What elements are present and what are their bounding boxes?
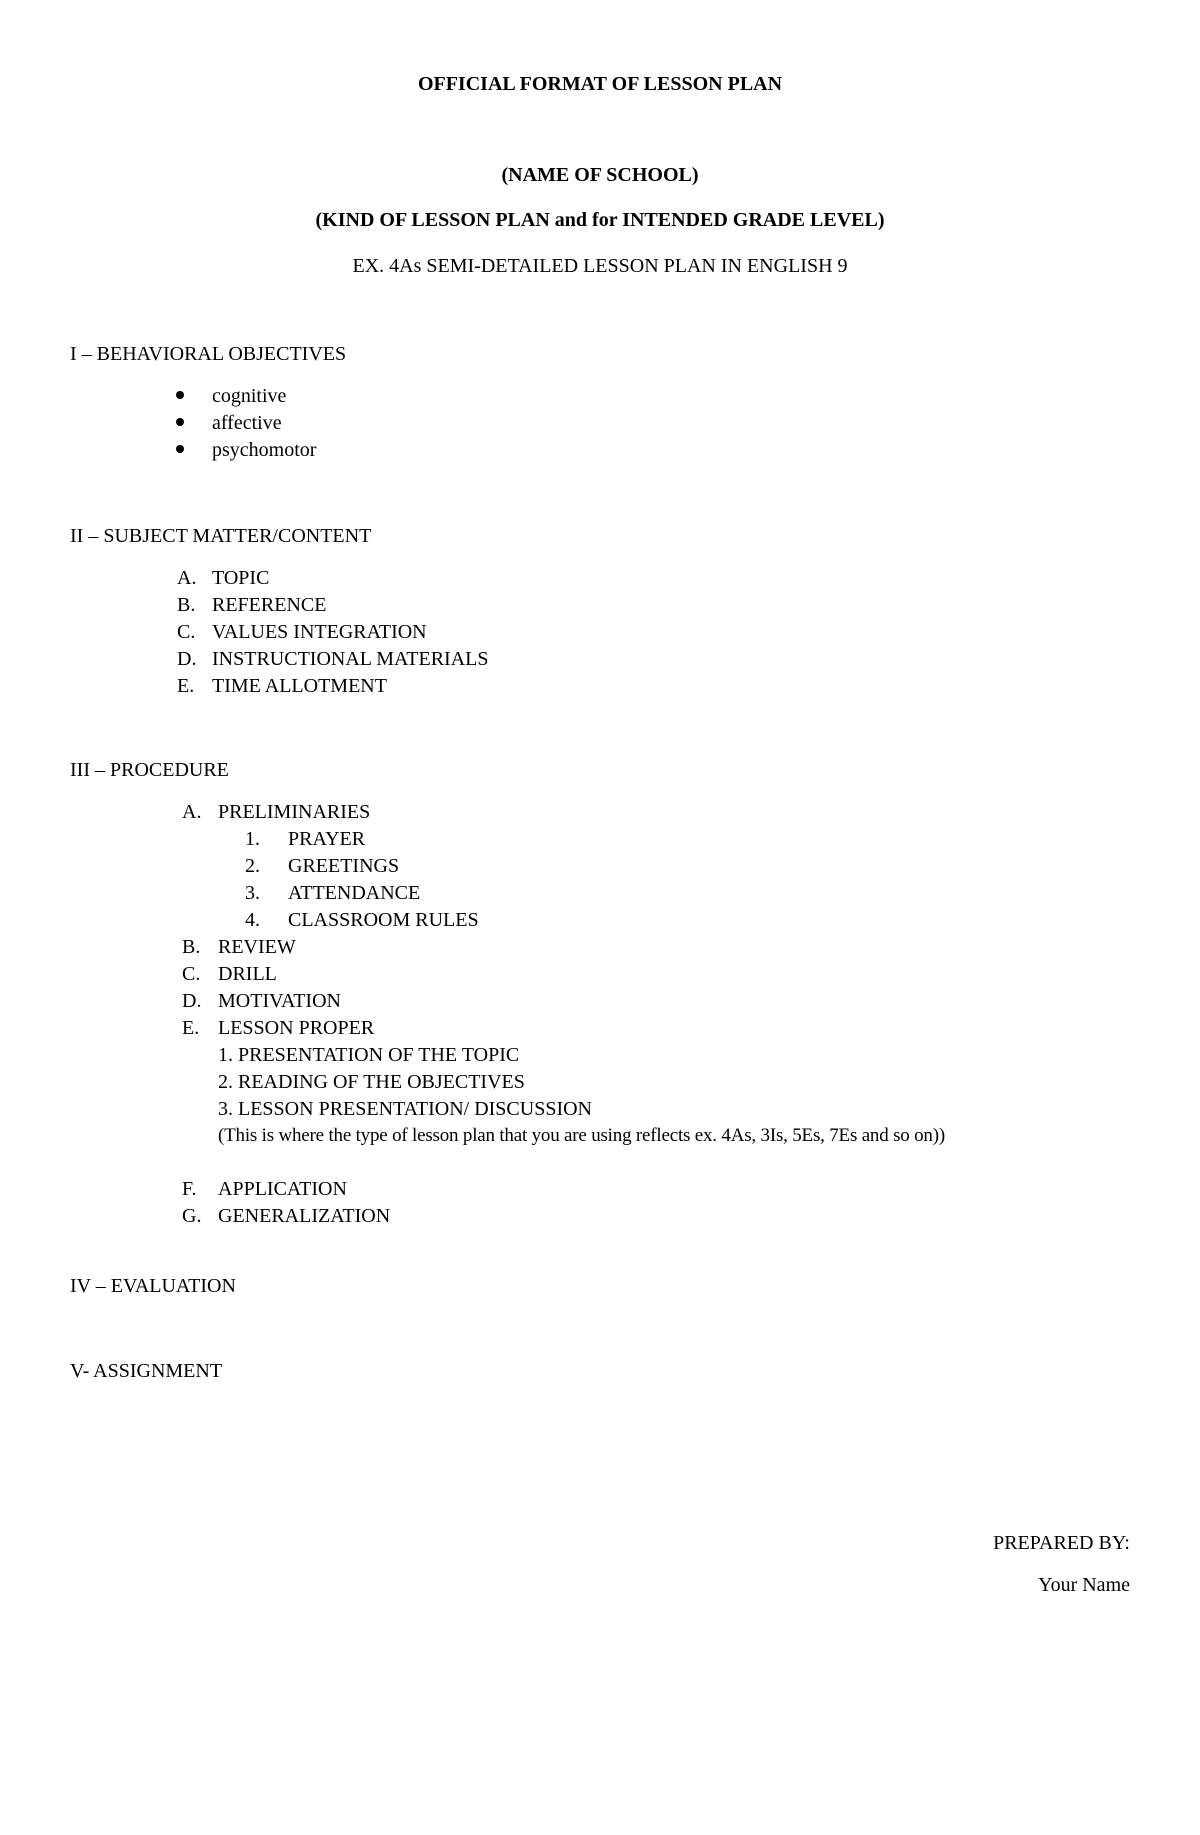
procedure-item: PRELIMINARIES [218, 801, 371, 823]
subject-item: TOPIC [212, 567, 270, 589]
section-heading-assignment: V- ASSIGNMENT [70, 1360, 223, 1382]
list-marker: C. [182, 963, 201, 985]
procedure-item: GENERALIZATION [218, 1205, 391, 1227]
section-heading-evaluation: IV – EVALUATION [70, 1275, 236, 1297]
list-marker: G. [182, 1205, 202, 1227]
bullet-icon [176, 445, 184, 453]
list-marker: 1. [245, 828, 260, 850]
lesson-proper-item: 1. PRESENTATION OF THE TOPIC [218, 1044, 520, 1066]
list-marker: 3. [245, 882, 260, 904]
list-marker: B. [182, 936, 201, 958]
list-marker: E. [177, 675, 195, 697]
section-heading-subject-matter: II – SUBJECT MATTER/CONTENT [70, 525, 372, 547]
list-marker: F. [182, 1178, 197, 1200]
list-marker: E. [182, 1017, 200, 1039]
school-name: (NAME OF SCHOOL) [501, 164, 699, 186]
list-marker: B. [177, 594, 196, 616]
list-marker: 2. [245, 855, 260, 877]
procedure-item: LESSON PROPER [218, 1017, 375, 1039]
procedure-item: DRILL [218, 963, 277, 985]
list-marker: A. [177, 567, 197, 589]
preliminaries-item: ATTENDANCE [288, 882, 421, 904]
lesson-proper-item: 2. READING OF THE OBJECTIVES [218, 1071, 525, 1093]
prepared-by-label: PREPARED BY: [993, 1532, 1130, 1554]
list-marker: D. [177, 648, 197, 670]
lesson-proper-item: 3. LESSON PRESENTATION/ DISCUSSION [218, 1098, 592, 1120]
objective-item: cognitive [212, 385, 287, 407]
preliminaries-item: GREETINGS [288, 855, 400, 877]
procedure-item: APPLICATION [218, 1178, 347, 1200]
preparer-name: Your Name [1038, 1574, 1130, 1596]
lesson-proper-note: (This is where the type of lesson plan that you are using reflects ex. 4As, 3Is, 5Es, 7Es and so on)) [218, 1125, 945, 1146]
subject-item: REFERENCE [212, 594, 327, 616]
document-title: OFFICIAL FORMAT OF LESSON PLAN [417, 73, 783, 95]
lesson-plan-kind: (KIND OF LESSON PLAN and for INTENDED GRADE LEVEL) [315, 209, 885, 231]
objective-item: psychomotor [212, 439, 317, 461]
section-heading-procedure: III – PROCEDURE [70, 759, 229, 781]
list-marker: C. [177, 621, 196, 643]
list-marker: D. [182, 990, 202, 1012]
section-heading-objectives: I – BEHAVIORAL OBJECTIVES [70, 343, 347, 365]
subject-item: TIME ALLOTMENT [212, 675, 387, 697]
procedure-item: REVIEW [218, 936, 296, 958]
list-marker: A. [182, 801, 202, 823]
subject-item: INSTRUCTIONAL MATERIALS [212, 648, 489, 670]
list-marker: 4. [245, 909, 260, 931]
subject-item: VALUES INTEGRATION [212, 621, 427, 643]
lesson-plan-example: EX. 4As SEMI-DETAILED LESSON PLAN IN ENGLISH 9 [352, 255, 848, 277]
procedure-item: MOTIVATION [218, 990, 341, 1012]
preliminaries-item: CLASSROOM RULES [288, 909, 479, 931]
objective-item: affective [212, 412, 282, 434]
bullet-icon [176, 418, 184, 426]
bullet-icon [176, 391, 184, 399]
preliminaries-item: PRAYER [288, 828, 366, 850]
